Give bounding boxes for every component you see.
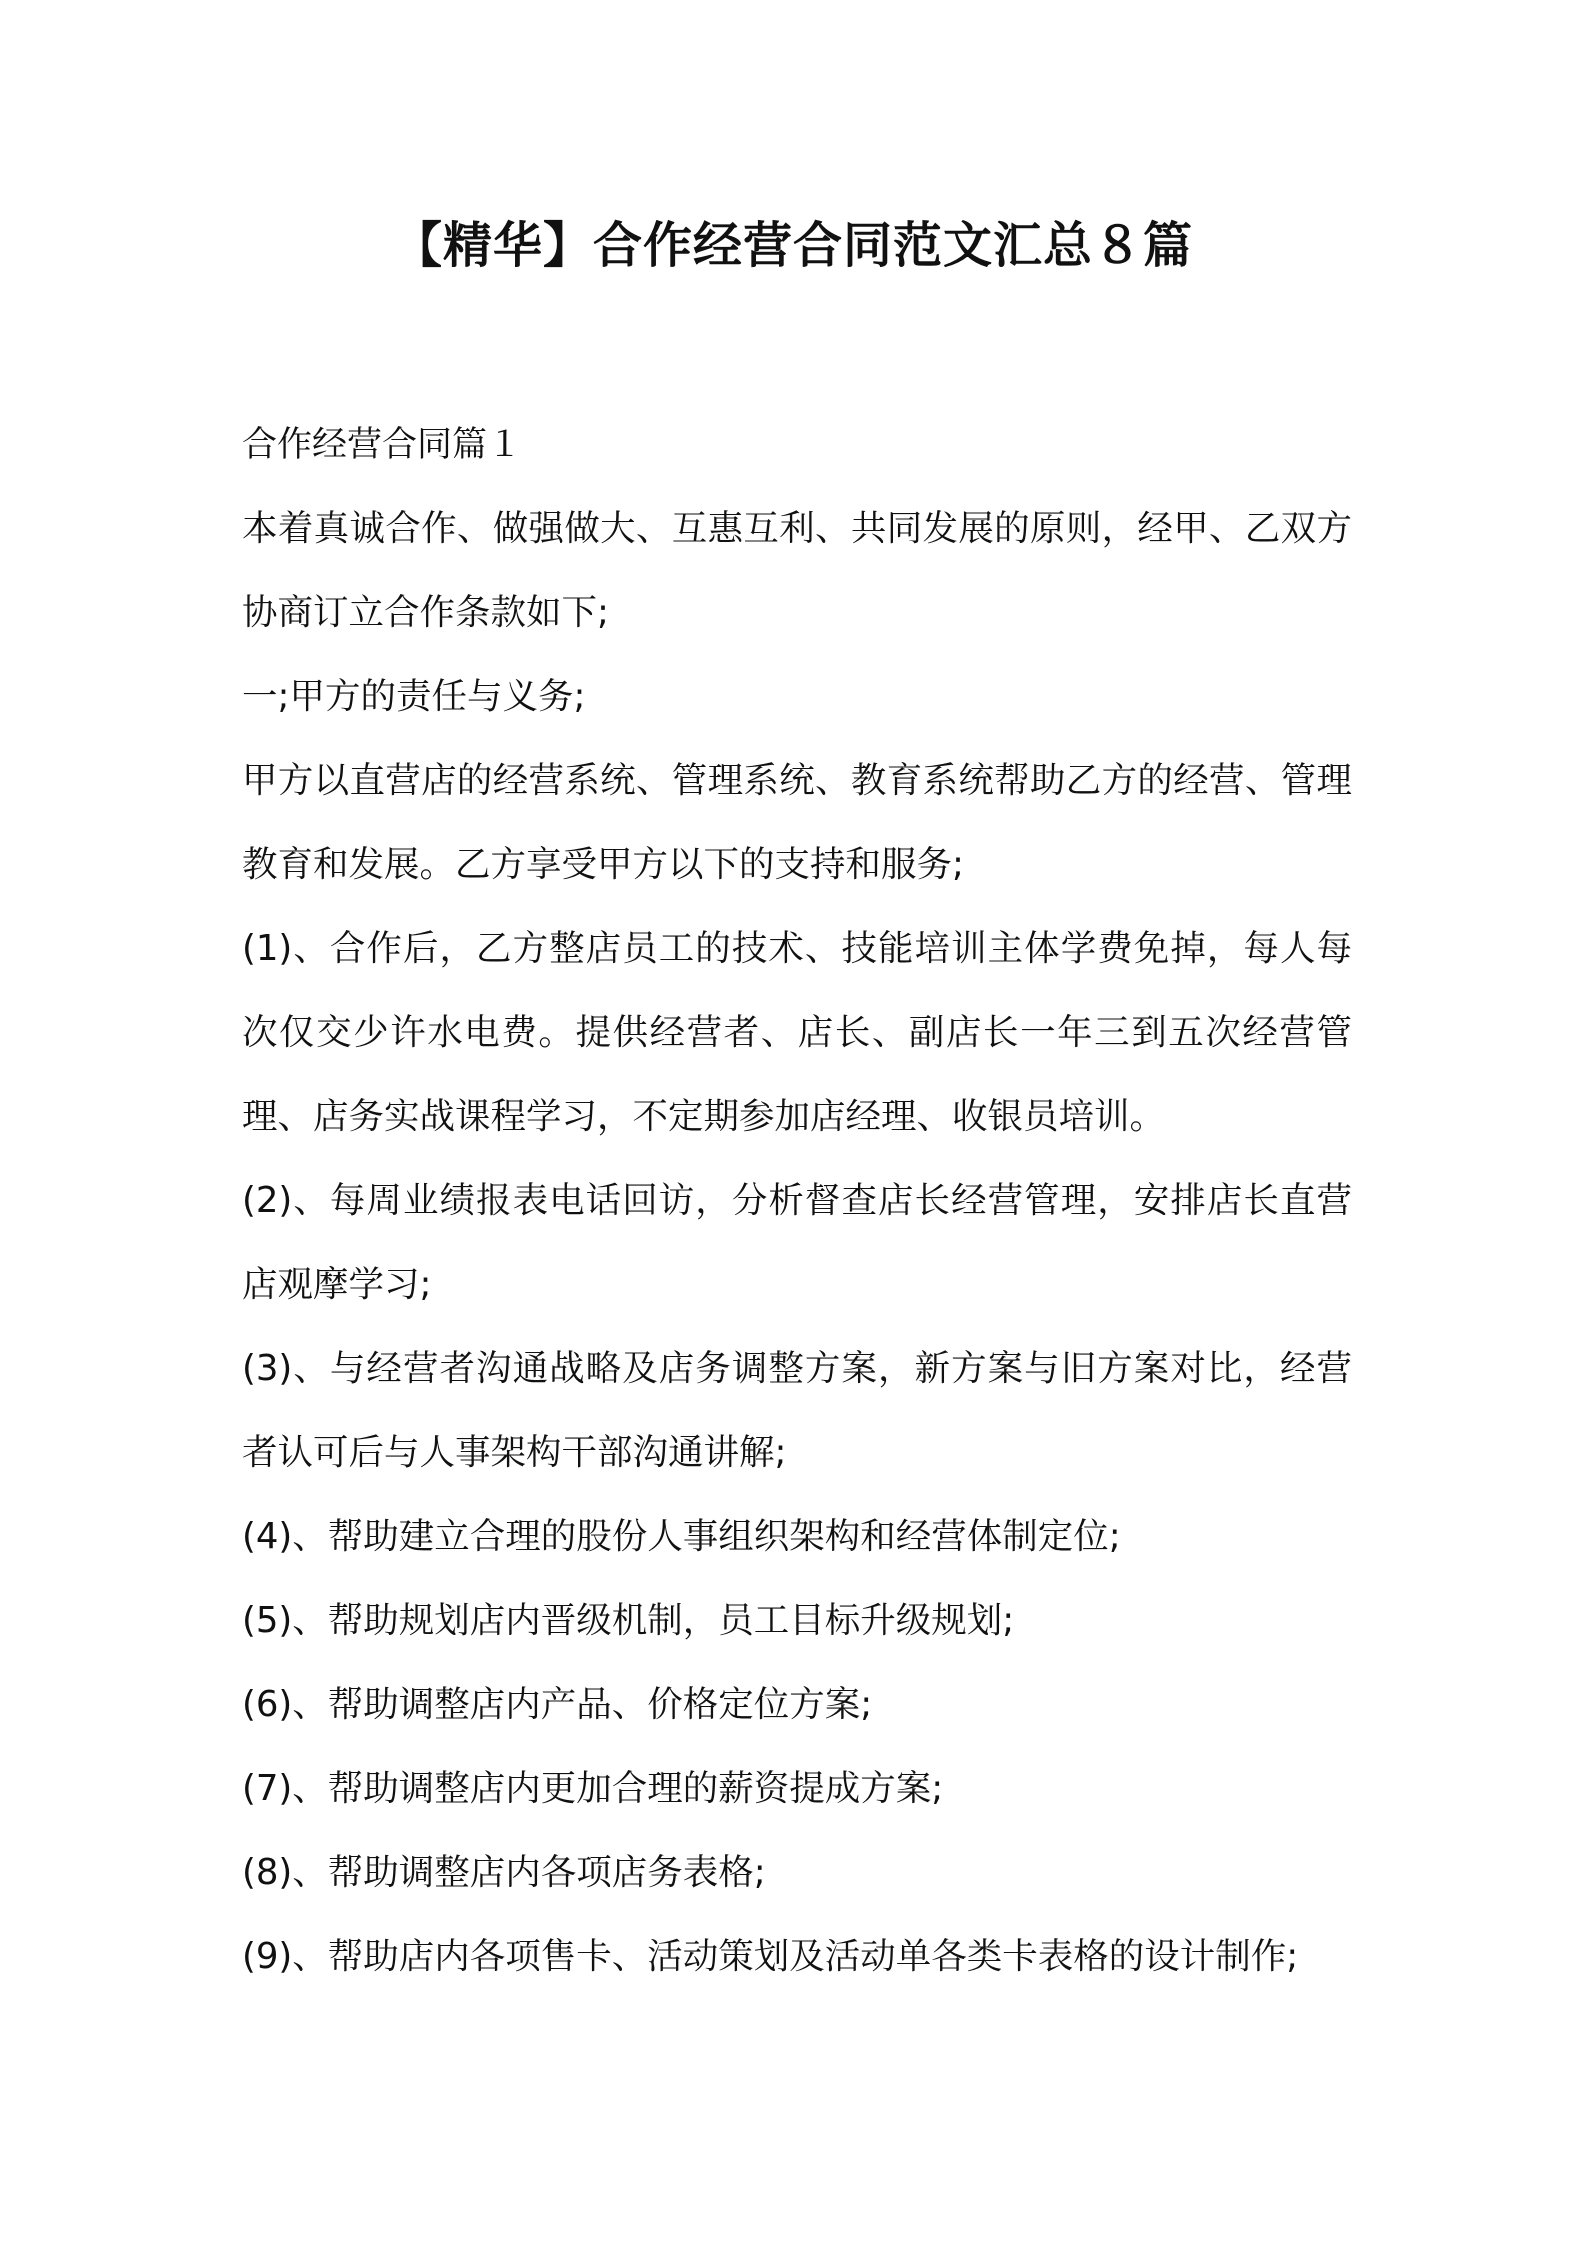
section-heading: 合作经营合同篇１ (242, 425, 523, 465)
paragraph-party-a-heading: 一;甲方的责任与义务; (242, 676, 586, 717)
list-item-5: (5)、帮助规划店内晋级机制，员工目标升级规划; (242, 1600, 1015, 1641)
document-body (242, 403, 1352, 1999)
list-item-7: (7)、帮助调整店内更加合理的薪资提成方案; (242, 1768, 944, 1809)
list-item-9: (9)、帮助店内各项售卡、活动策划及活动单各类卡表格的设计制作; (242, 1936, 1299, 1977)
list-item-4: (4)、帮助建立合理的股份人事组织架构和经营体制定位; (242, 1516, 1121, 1557)
list-item-8: (8)、帮助调整店内各项店务表格; (242, 1852, 766, 1893)
list-item-2: (2)、每周业绩报表电话回访，分析督查店长经营管理，安排店长直营店观摩学习; (242, 1180, 1352, 1305)
document-title: 【精华】合作经营合同范文汇总８篇 (392, 217, 1193, 274)
list-item-3: (3)、与经营者沟通战略及店务调整方案，新方案与旧方案对比，经营者认可后与人事架构干部沟通讲解; (242, 1348, 1352, 1473)
list-item-1: (1)、合作后，乙方整店员工的技术、技能培训主体学费免掉，每人每次仅交少许水电费。提供经营者、店长、副店长一年三到五次经营管理、店务实战课程学习，不定期参加店经理、收银员培训。 (242, 928, 1352, 1137)
paragraph-intro: 本着真诚合作、做强做大、互惠互利、共同发展的原则，经甲、乙双方协商订立合作条款如下; (242, 508, 1352, 633)
paragraph-party-a-support: 甲方以直营店的经营系统、管理系统、教育系统帮助乙方的经营、管理教育和发展。乙方享受甲方以下的支持和服务; (242, 760, 1352, 885)
list-item-6: (6)、帮助调整店内产品、价格定位方案; (242, 1684, 873, 1725)
